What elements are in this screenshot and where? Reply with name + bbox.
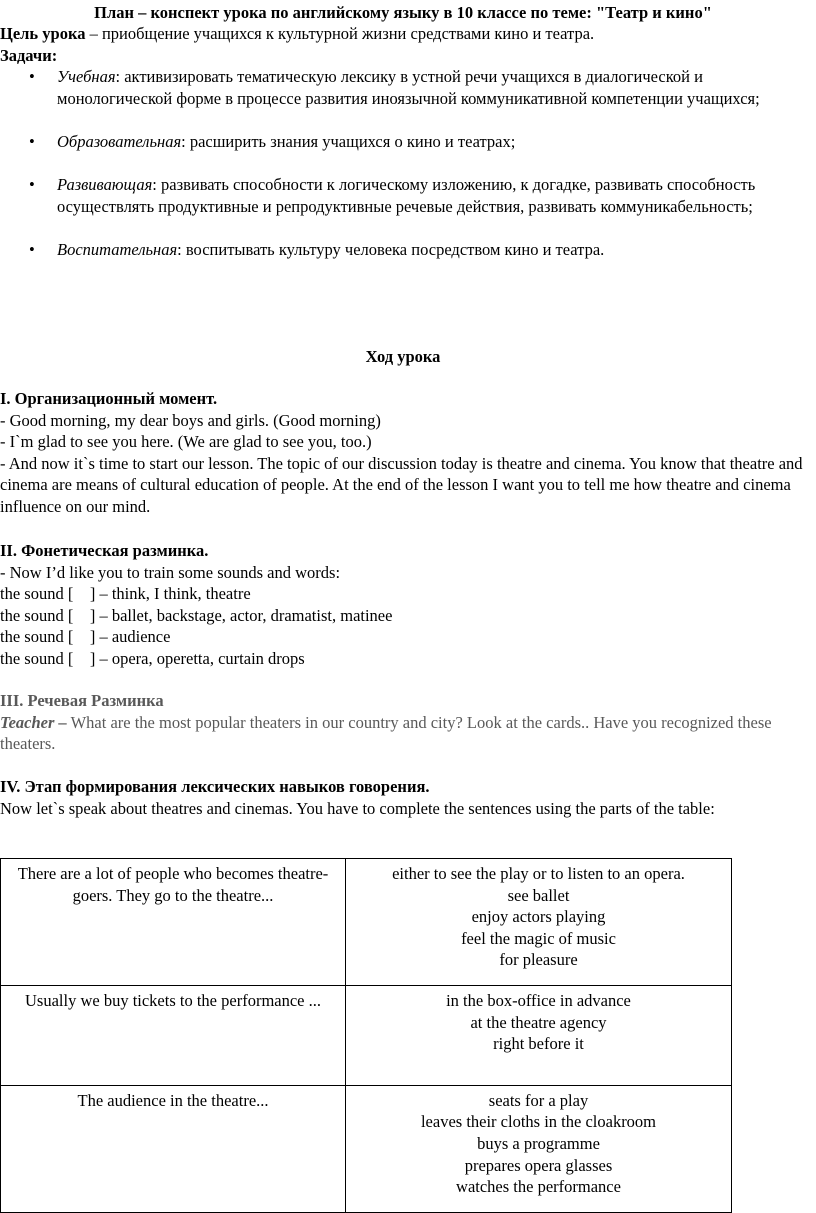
cell-line: buys a programme <box>477 1133 600 1153</box>
cell-line: in the box-office in advance <box>446 990 631 1010</box>
text-line: - And now it`s time to start our lesson. The topic of our discussion today is theatre and cinema. You know that theatre and cinema are means of cultural education of people. At the end of the lesson I want you to tell me how theatre and cinema influence on our mind. <box>0 453 803 516</box>
task-name: Развивающая <box>57 174 153 194</box>
task-name: Учебная <box>57 67 116 86</box>
cell-line: see ballet <box>507 885 570 905</box>
cell-line: leaves their cloths in the cloakroom <box>420 1112 657 1132</box>
table-row <box>1 985 732 1085</box>
section-heading: IV. Этап формирования лексических навыков говорения. <box>0 777 430 796</box>
bullet-icon: • <box>29 174 35 194</box>
cell-line: either to see the play or to listen to an opera. <box>392 864 685 883</box>
table-cell-right <box>346 985 732 1085</box>
tasks-list <box>0 66 806 260</box>
text-line: - Now I’d like you to train some sounds and words: <box>0 562 341 582</box>
lesson-heading: Ход урока <box>365 347 441 366</box>
task-item <box>0 239 806 261</box>
task-text: : расширить знания учащихся о кино и театрах; <box>181 131 516 151</box>
teacher-text <box>0 712 806 755</box>
section-lexical <box>0 776 806 819</box>
task-text: : активизировать тематическую лексику в устной речи учащихся в диалогической и монологической форме в процессе развития иноязычной коммуникативной компетенции учащихся; <box>57 67 760 108</box>
table-row <box>1 859 732 986</box>
goal-label: Цель урока <box>0 24 86 43</box>
table-row <box>1 1085 732 1212</box>
table-cell-left: The audience in the theatre... <box>1 1085 346 1212</box>
cell-line: enjoy actors playing <box>471 907 606 927</box>
cell-line: for pleasure <box>499 950 578 970</box>
goal-text: – приобщение учащихся к культурной жизни средствами кино и театра. <box>85 24 595 43</box>
task-name: Воспитательная <box>57 239 178 259</box>
section-speech <box>0 690 806 755</box>
bullet-icon: • <box>29 239 35 259</box>
section-organizational <box>0 388 806 518</box>
cell-line: watches the performance <box>456 1177 621 1197</box>
document-title: План – конспект урока по английскому языку в 10 классе по теме: "Театр и кино" <box>94 3 712 22</box>
text-line: - Good morning, my dear boys and girls. (Good morning) <box>0 410 381 430</box>
sound-line: the sound [ ] – audience <box>0 627 171 647</box>
section-heading: III. Речевая Разминка <box>0 691 164 710</box>
task-text: : развивать способности к логическому изложению, к догадке, развивать способность осуществлять продуктивные и репродуктивные речевые действия, развивать коммуникабельность; <box>57 174 756 216</box>
task-name: Образовательная <box>57 131 182 151</box>
task-item <box>0 131 806 153</box>
sound-line: the sound [ ] – ballet, backstage, actor, dramatist, matinee <box>0 605 393 625</box>
sound-line: the sound [ ] – think, I think, theatre <box>0 584 251 604</box>
tasks-label: Задачи: <box>0 46 58 65</box>
cell-line: at the theatre agency <box>470 1012 607 1032</box>
table-cell-left: There are a lot of people who becomes theatre-goers. They go to the theatre... <box>1 859 346 986</box>
sound-line: the sound [ ] – opera, operetta, curtain drops <box>0 648 305 668</box>
task-text: : воспитывать культуру человека посредством кино и театра. <box>177 239 605 259</box>
text-line: - I`m glad to see you here. (We are glad to see you, too.) <box>0 432 372 452</box>
vocabulary-table <box>0 858 732 1213</box>
task-item <box>0 174 806 217</box>
section-heading: I. Организационный момент. <box>0 389 218 408</box>
task-item <box>0 66 806 109</box>
section-heading: II. Фонетическая разминка. <box>0 541 209 560</box>
table-cell-right <box>346 1085 732 1212</box>
table-cell-right <box>346 859 732 986</box>
cell-line: right before it <box>493 1034 584 1054</box>
instruction-text: Now let`s speak about theatres and cinemas. You have to complete the sentences using the parts of the table: <box>0 798 715 818</box>
speech-text: What are the most popular theaters in our country and city? Look at the cards.. Have you recognized these theaters. <box>0 712 772 754</box>
bullet-icon: • <box>29 67 35 86</box>
cell-line: prepares opera glasses <box>464 1155 613 1175</box>
section-phonetic <box>0 540 806 670</box>
table-cell-left: Usually we buy tickets to the performance ... <box>1 985 346 1085</box>
cell-line: feel the magic of music <box>461 928 616 948</box>
speaker-label: Teacher – <box>0 712 67 732</box>
cell-line: seats for a play <box>488 1090 589 1110</box>
bullet-icon: • <box>29 131 35 151</box>
lesson-goal <box>0 23 806 45</box>
